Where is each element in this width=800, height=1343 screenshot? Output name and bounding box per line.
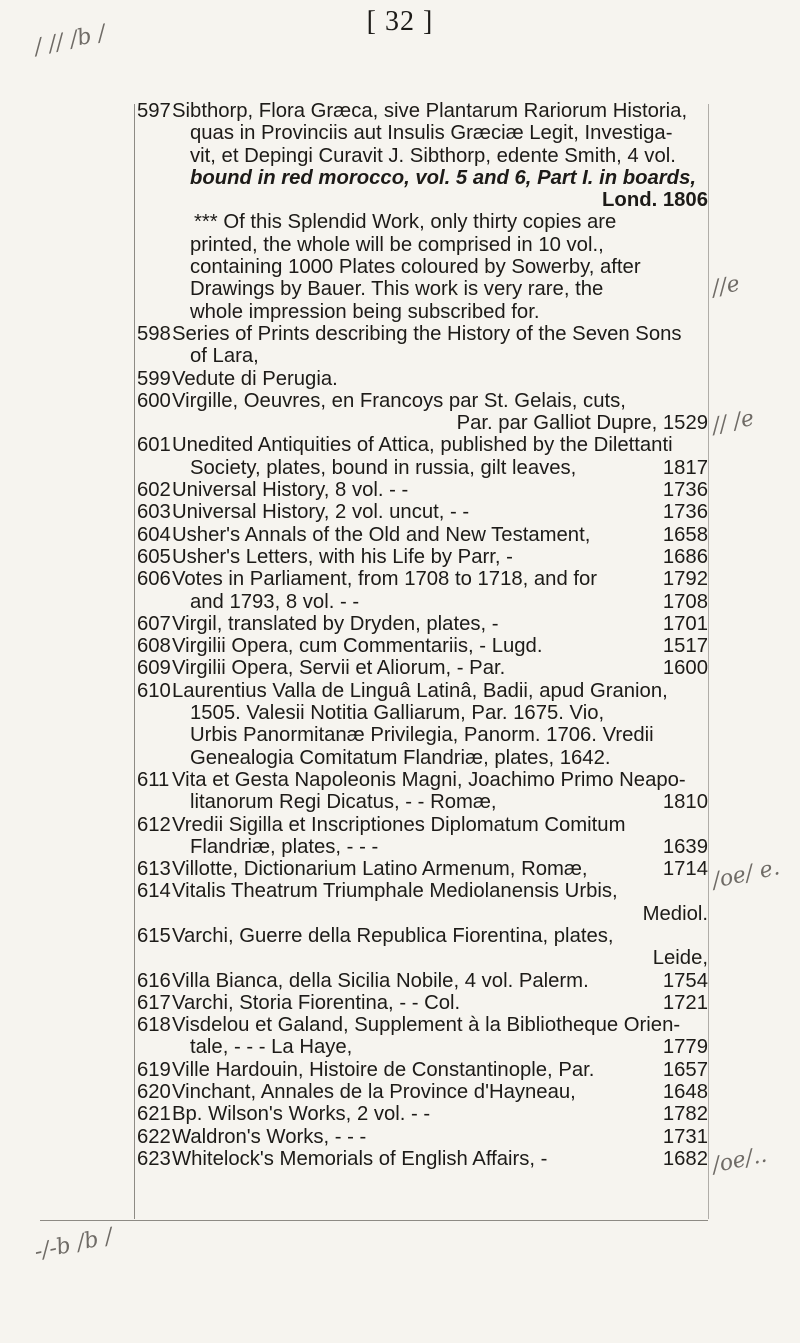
entry-text: Laurentius Valla de Linguâ Latinâ, Badii, apud Granion,	[172, 679, 668, 702]
catalog-entry	[128, 814, 708, 859]
catalog-entry	[128, 1014, 708, 1059]
lot-number: 608	[137, 635, 171, 658]
lot-number: 614	[137, 880, 171, 903]
catalog-entry	[128, 501, 708, 523]
entry-line	[172, 189, 708, 211]
entry-date: 1686	[662, 545, 708, 568]
entry-text: containing 1000 Plates coloured by Sowerby, after	[190, 256, 641, 279]
entry-text: 1505. Valesii Notitia Galliarum, Par. 1675. Vio,	[190, 702, 605, 725]
entry-line	[172, 1036, 708, 1058]
entry-date: 1639	[662, 835, 708, 858]
entry-line	[172, 457, 708, 479]
entry-text: Vredii Sigilla et Inscriptiones Diplomatum Comitum	[172, 813, 626, 836]
catalog-entry	[128, 657, 708, 679]
entry-line	[172, 657, 708, 679]
catalog-entry	[128, 992, 708, 1014]
entry-text: Leide,	[652, 947, 708, 970]
entry-line	[172, 122, 708, 144]
catalog-list	[128, 100, 708, 1170]
entry-line	[172, 323, 708, 345]
entry-date: 1517	[662, 635, 708, 658]
bottom-rule	[40, 1220, 708, 1221]
entry-line	[172, 947, 708, 969]
entry-date: 1782	[662, 1103, 708, 1126]
lot-number: 620	[137, 1081, 171, 1104]
entry-date: 1810	[662, 791, 708, 814]
entry-line	[172, 1059, 708, 1081]
entry-text: of Lara,	[190, 345, 259, 368]
lot-number: 607	[137, 612, 171, 635]
catalog-entry	[128, 925, 708, 970]
entry-date: 1708	[662, 590, 708, 613]
entry-line	[172, 234, 708, 256]
entry-line	[172, 524, 708, 546]
entry-text: Universal History, 8 vol. - -	[172, 479, 409, 502]
lot-number: 601	[137, 434, 171, 457]
entry-date: 1658	[662, 523, 708, 546]
entry-line	[172, 769, 708, 791]
entry-date: 1792	[662, 568, 708, 591]
entry-line	[172, 724, 708, 746]
entry-line	[172, 145, 708, 167]
entry-date: 1701	[662, 612, 708, 635]
lot-number: 621	[137, 1103, 171, 1126]
catalog-entry	[128, 368, 708, 390]
entry-text: quas in Provinciis aut Insulis Græciæ Legit, Investiga-	[190, 122, 673, 145]
entry-text: Vitalis Theatrum Triumphale Mediolanensis Urbis,	[172, 880, 618, 903]
entry-text: Mediol.	[642, 902, 708, 925]
lot-number: 606	[137, 568, 171, 591]
catalog-entry	[128, 323, 708, 368]
catalog-entry	[128, 858, 708, 880]
entry-line	[172, 301, 708, 323]
entry-date: 1682	[662, 1147, 708, 1170]
entry-line	[172, 345, 708, 367]
entry-line	[172, 992, 708, 1014]
entry-text: Unedited Antiquities of Attica, published by the Dilettanti	[172, 434, 673, 457]
lot-number: 615	[137, 924, 171, 947]
entry-text: Villotte, Dictionarium Latino Armenum, Romæ,	[172, 858, 588, 881]
entry-line	[172, 613, 708, 635]
lot-number: 617	[137, 991, 171, 1014]
entry-text: Ville Hardouin, Histoire de Constantinople, Par.	[172, 1058, 595, 1081]
entry-line	[172, 546, 708, 568]
entry-text: whole impression being subscribed for.	[190, 300, 540, 323]
catalog-entry	[128, 479, 708, 501]
entry-date: 1648	[662, 1081, 708, 1104]
entry-line	[172, 412, 708, 434]
lot-number: 598	[137, 322, 171, 345]
entry-text: Universal History, 2 vol. uncut, - -	[172, 501, 470, 524]
entry-text: bound in red morocco, vol. 5 and 6, Part I. in boards,	[190, 166, 696, 189]
entry-text: Genealogia Comitatum Flandriæ, plates, 1642.	[190, 746, 611, 769]
entry-date: 1714	[662, 858, 708, 881]
entry-text: Whitelock's Memorials of English Affairs, -	[172, 1147, 548, 1170]
entry-date: 1600	[662, 657, 708, 680]
entry-line	[172, 256, 708, 278]
handwritten-mark-top-left: / // /b /	[32, 20, 108, 61]
entry-line	[172, 479, 708, 501]
entry-line	[172, 591, 708, 613]
entry-text: Virgil, translated by Dryden, plates, -	[172, 612, 499, 635]
entry-line	[172, 167, 708, 189]
entry-text: Par. par Galliot Dupre, 1529	[456, 412, 708, 435]
entry-text: Flandriæ, plates, - - -	[190, 835, 379, 858]
entry-line	[172, 278, 708, 300]
catalog-entry	[128, 1059, 708, 1081]
entry-line	[172, 390, 708, 412]
entry-text: Lond. 1806	[602, 189, 708, 212]
entry-text: Vinchant, Annales de la Province d'Hayneau,	[172, 1081, 576, 1104]
lot-number: 616	[137, 969, 171, 992]
lot-number: 599	[137, 367, 171, 390]
entry-line	[172, 100, 708, 122]
entry-text: Virgilii Opera, Servii et Aliorum, - Par.	[172, 657, 506, 680]
entry-line	[172, 635, 708, 657]
entry-line	[172, 814, 708, 836]
catalog-entry	[128, 434, 708, 479]
handwritten-mark-613: /oe/ e.	[710, 855, 782, 894]
entry-line	[172, 1081, 708, 1103]
entry-text: Sibthorp, Flora Græca, sive Plantarum Rariorum Historia,	[172, 100, 688, 122]
catalog-entry	[128, 1126, 708, 1148]
catalog-entry	[128, 635, 708, 657]
entry-text: Drawings by Bauer. This work is very rare, the	[190, 278, 604, 301]
entry-text: Votes in Parliament, from 1708 to 1718, and for	[172, 568, 598, 591]
lot-number: 605	[137, 545, 171, 568]
entry-date: 1721	[662, 991, 708, 1014]
entry-line	[172, 747, 708, 769]
entry-text: tale, - - - La Haye,	[190, 1036, 353, 1059]
catalog-entry	[128, 970, 708, 992]
entry-line	[172, 568, 708, 590]
catalog-entry	[128, 769, 708, 814]
entry-line	[172, 368, 708, 390]
entry-text: Usher's Annals of the Old and New Testament,	[172, 523, 591, 546]
entry-date: 1754	[662, 969, 708, 992]
lot-number: 609	[137, 657, 171, 680]
entry-date: 1736	[662, 479, 708, 502]
entry-text: Society, plates, bound in russia, gilt leaves,	[190, 456, 577, 479]
entry-text: Usher's Letters, with his Life by Parr, -	[172, 545, 513, 568]
lot-number: 600	[137, 389, 171, 412]
lot-number: 604	[137, 523, 171, 546]
catalog-entry	[128, 880, 708, 925]
entry-date: 1731	[662, 1125, 708, 1148]
entry-text: Visdelou et Galand, Supplement à la Bibliotheque Orien-	[172, 1014, 681, 1037]
catalog-entry	[128, 1103, 708, 1125]
entry-line	[172, 903, 708, 925]
lot-number: 611	[137, 768, 170, 791]
entry-text: Virgille, Oeuvres, en Francoys par St. Gelais, cuts,	[172, 389, 626, 412]
entry-line	[172, 791, 708, 813]
lot-number: 623	[137, 1147, 171, 1170]
entry-text: Vedute di Perugia.	[172, 367, 338, 390]
lot-number: 610	[137, 679, 171, 702]
lot-number: 618	[137, 1014, 171, 1037]
entry-date: 1817	[662, 456, 708, 479]
right-column-rule	[708, 104, 709, 1219]
entry-line	[172, 211, 708, 233]
entry-text: Waldron's Works, - - -	[172, 1125, 367, 1148]
handwritten-mark-597: //e	[709, 271, 743, 302]
entry-line	[172, 925, 708, 947]
entry-line	[172, 702, 708, 724]
entry-text: Urbis Panormitanæ Privilegia, Panorm. 1706. Vredii	[190, 724, 654, 747]
entry-line	[172, 1126, 708, 1148]
lot-number: 619	[137, 1058, 171, 1081]
entry-line	[172, 680, 708, 702]
catalog-entry	[128, 390, 708, 435]
entry-line	[172, 880, 708, 902]
catalog-entry	[128, 1081, 708, 1103]
entry-text: Bp. Wilson's Works, 2 vol. - -	[172, 1103, 431, 1126]
lot-number: 613	[137, 858, 171, 881]
entry-text: printed, the whole will be comprised in 10 vol.,	[190, 233, 604, 256]
entry-date: 1736	[662, 501, 708, 524]
entry-text: Vita et Gesta Napoleonis Magni, Joachimo Primo Neapo-	[172, 768, 686, 791]
catalog-entry	[128, 546, 708, 568]
catalog-entry	[128, 568, 708, 613]
handwritten-mark-620: /oe/..	[710, 1142, 770, 1179]
entry-line	[172, 501, 708, 523]
lot-number: 612	[137, 813, 171, 836]
lot-number: 602	[137, 479, 171, 502]
entry-text: Virgilii Opera, cum Commentariis, - Lugd.	[172, 635, 543, 658]
catalog-entry	[128, 100, 708, 323]
lot-number: 597	[137, 100, 171, 122]
catalog-entry	[128, 524, 708, 546]
entry-line	[172, 858, 708, 880]
entry-text: Varchi, Storia Fiorentina, - - Col.	[172, 991, 461, 1014]
entry-line	[172, 1014, 708, 1036]
entry-line	[172, 836, 708, 858]
entry-text: Villa Bianca, della Sicilia Nobile, 4 vol. Palerm.	[172, 969, 589, 992]
entry-text: vit, et Depingi Curavit J. Sibthorp, edente Smith, 4 vol.	[190, 144, 676, 167]
catalog-entry	[128, 1148, 708, 1170]
handwritten-mark-601: // /e	[709, 405, 757, 440]
entry-line	[172, 434, 708, 456]
entry-text: Series of Prints describing the History of the Seven Sons	[172, 322, 682, 345]
entry-text: litanorum Regi Dicatus, - - Romæ,	[190, 791, 497, 814]
page-number: [ 32 ]	[366, 6, 434, 37]
entry-date: 1779	[662, 1036, 708, 1059]
entry-line	[172, 1103, 708, 1125]
entry-text: Varchi, Guerre della Republica Fiorentina, plates,	[172, 924, 614, 947]
lot-number: 603	[137, 501, 171, 524]
catalog-entry	[128, 680, 708, 769]
lot-number: 622	[137, 1125, 171, 1148]
entry-line	[172, 1148, 708, 1170]
catalog-entry	[128, 613, 708, 635]
entry-line	[172, 970, 708, 992]
entry-text: and 1793, 8 vol. - -	[190, 590, 360, 613]
entry-text: *** Of this Splendid Work, only thirty copies are	[194, 211, 617, 234]
entry-date: 1657	[662, 1058, 708, 1081]
handwritten-mark-bottom-left: -/-b /b /	[32, 1224, 115, 1265]
